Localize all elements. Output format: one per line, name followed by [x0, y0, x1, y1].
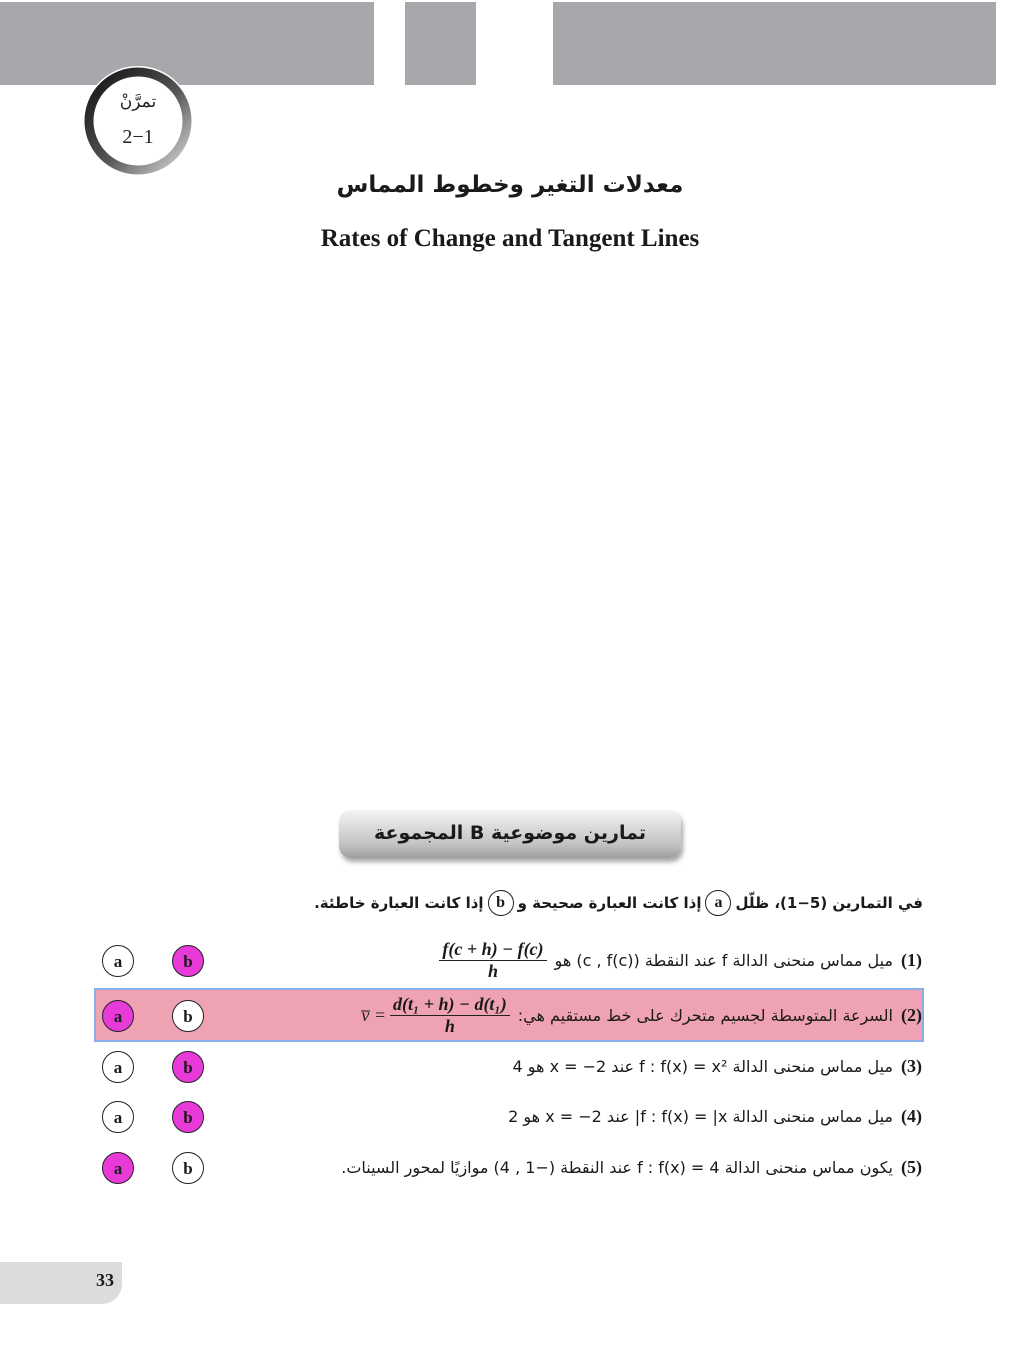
question-number: (4) — [901, 1105, 922, 1126]
fraction-numerator: f(c + h) − f(c) — [439, 939, 546, 961]
question-number: (3) — [901, 1055, 922, 1076]
choice-b-q3[interactable]: b — [172, 1051, 204, 1083]
question-row-5 — [96, 1142, 922, 1192]
badge-label: تمرَّنْ — [119, 92, 157, 112]
choice-a-q2[interactable]: a — [102, 1000, 134, 1032]
fraction-numerator: d(t₁ + h) − d(t₁) — [390, 994, 510, 1016]
instructions-part3: إذا كانت العبارة خاطئة. — [314, 894, 484, 912]
math-fraction — [390, 994, 510, 1037]
question-row-3 — [96, 1041, 922, 1091]
question-number: (1) — [901, 949, 922, 970]
instructions-circle-a: a — [705, 890, 731, 916]
page-number — [0, 1262, 122, 1304]
page-title-arabic: معدلات التغير وخطوط المماس — [336, 172, 684, 198]
choice-a-q3[interactable]: a — [102, 1051, 134, 1083]
math-prefix: v̅ = — [361, 1004, 386, 1025]
choice-b-q4[interactable]: b — [172, 1101, 204, 1133]
group-b-label: المجموعة B تمارين موضوعية — [339, 810, 681, 858]
question-row-2 — [96, 990, 922, 1040]
instructions-part2: إذا كانت العبارة صحيحة و — [517, 894, 702, 912]
question-row-4 — [96, 1091, 922, 1141]
choice-b-q2[interactable]: b — [172, 1000, 204, 1032]
choice-b-q5[interactable]: b — [172, 1152, 204, 1184]
badge-ring-icon — [83, 66, 193, 176]
question-3 — [513, 1041, 923, 1091]
choice-b-q1[interactable]: b — [172, 945, 204, 977]
fraction-denominator: h — [444, 1015, 455, 1036]
question-1 — [431, 935, 922, 985]
instructions — [314, 890, 923, 916]
instructions-part1: في التمارين (5−1)، ظلّل — [735, 894, 923, 912]
question-row-1 — [96, 935, 922, 985]
question-number: (2) — [901, 1004, 922, 1025]
question-5 — [341, 1142, 922, 1192]
math-fraction — [439, 939, 546, 982]
choice-a-q1[interactable]: a — [102, 945, 134, 977]
header-bar-middle — [405, 2, 476, 85]
page-title-english: Rates of Change and Tangent Lines — [320, 225, 700, 252]
question-text: ميل مماس منحنى الدالة f : f(x) = x² عند x = −2 هو 4 — [512, 1056, 893, 1076]
math-expression — [361, 994, 509, 1037]
question-text: ميل مماس منحنى الدالة f : f(x) = |x| عند x = −2 هو 2 — [508, 1106, 893, 1126]
question-4 — [508, 1091, 922, 1141]
choice-a-q5[interactable]: a — [102, 1152, 134, 1184]
choice-a-q4[interactable]: a — [102, 1101, 134, 1133]
question-text: يكون مماس منحنى الدالة f : f(x) = 4 عند النقطة (−1 , 4) موازيًا لمحور السينات. — [341, 1157, 893, 1177]
fraction-denominator: h — [487, 960, 498, 981]
question-text: السرعة المتوسطة لجسيم متحرك على خط مستقيم هي: — [517, 1005, 893, 1025]
instructions-circle-b: b — [488, 890, 514, 916]
page-number-text: 33 — [96, 1270, 114, 1290]
header-bar-right — [553, 2, 996, 85]
question-number: (5) — [901, 1156, 922, 1177]
question-2 — [353, 990, 922, 1040]
question-text: ميل مماس منحنى الدالة f عند النقطة (c , f(c)) هو — [554, 950, 893, 970]
badge-number: 2−1 — [122, 126, 154, 148]
exercise-badge — [83, 66, 193, 176]
